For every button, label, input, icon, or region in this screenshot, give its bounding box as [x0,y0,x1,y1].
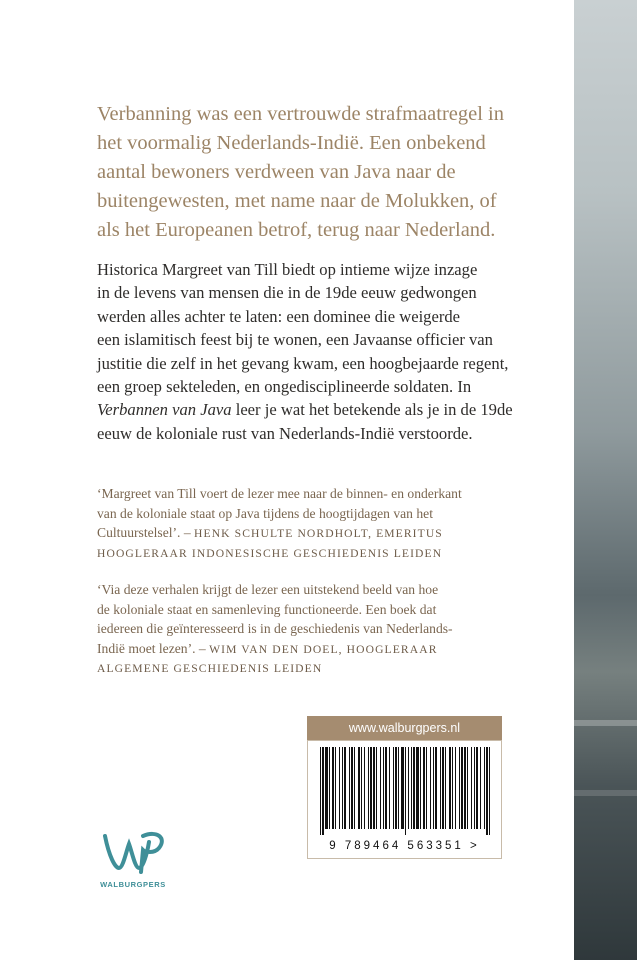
barcode-bar [320,747,321,835]
quote-attribution: HENK SCHULTE NORDHOLT, EMERITUS [194,527,443,541]
barcode-bar [411,747,412,829]
barcode-bar [364,747,365,829]
barcode-bar [433,747,434,829]
body-line: eeuw de koloniale rust van Nederlands-Indië verstoorde. [97,423,473,443]
intro-line: Verbanning was een vertrouwde strafmaatregel in [97,103,504,125]
barcode-bar [329,747,330,829]
intro-line: het voormalig Nederlands-Indië. Een onbekend [97,132,486,154]
wave-streak [574,790,637,796]
barcode-bar [325,747,328,829]
body-line: een islamitisch feest bij te wonen, een Javaanse officier van [97,330,493,350]
isbn-barcode [307,740,502,859]
barcode-bar [393,747,394,829]
barcode-bar [484,747,485,829]
barcode-bar [420,747,421,829]
barcode-bar [380,747,381,829]
barcode-bar [332,747,334,829]
walburgpers-logo-icon [99,826,169,876]
barcode-bar [322,747,324,835]
barcode-bar [342,747,343,829]
barcode-bar [476,747,478,829]
barcode-bar [405,747,406,835]
barcode-bar [440,747,441,829]
quote-line [97,639,557,660]
barcode-bar [370,747,372,829]
quote-line: van de koloniale staat op Java tijdens de hoogtijdagen van het [97,505,433,521]
publisher-logo-text: WALBURGPERS [100,880,166,889]
quote-line: ‘Margreet van Till voert de lezer mee naar de binnen- en onderkant [97,486,462,501]
body-line: een groep sekteleden, en ongedisciplineerde soldaten. In [97,377,472,397]
quote-line [97,523,557,544]
barcode-bar [373,747,375,829]
barcode-bar [464,747,466,829]
quote-line: de koloniale staat en samenleving functioneerde. Een boek dat [97,601,437,617]
barcode-bar [423,747,425,829]
barcode-bar [368,747,369,829]
quote-line: iedereen die geïnteresseerd is in de geschiedenis van Nederlands- [97,621,453,637]
body-line-rest: leer je wat het betekende als je in de 19de [231,400,513,420]
barcode-bar [408,747,409,829]
barcode-bar [442,747,444,829]
barcode-bar [339,747,340,829]
cover-photo-edge [574,0,637,960]
barcode-bar [349,747,350,829]
barcode-bar [435,747,437,829]
barcode-bar [413,747,415,829]
barcode-bar [354,747,355,829]
barcode-bar [395,747,397,829]
review-quote-2 [97,580,557,679]
barcode-bar [376,747,377,829]
quote-attribution: HOOGLERAAR INDONESISCHE GESCHIEDENIS LEIDEN [97,546,443,560]
barcode-bar [351,747,353,829]
barcode-bar [361,747,362,829]
barcode-bar [461,747,463,829]
barcode-bar [455,747,456,829]
barcode-bar [474,747,475,829]
barcode-bar [385,747,387,829]
barcode-bar [459,747,460,829]
barcode-bar [489,747,490,835]
intro-line: buitengewesten, met name naar de Molukken, of [97,190,497,212]
barcode-bar [335,747,336,829]
barcode-bar [452,747,453,829]
quote-text: Indië moet lezen’. – [97,640,210,656]
isbn-number: 9 789464 563351 > [329,840,480,852]
barcode-bar [389,747,390,829]
body-line [97,398,557,421]
barcode-bar [401,747,404,829]
barcode-bar [445,747,446,829]
barcode-bar [449,747,451,829]
barcode-bars [318,747,493,835]
barcode-bar [480,747,481,829]
intro-text [97,100,557,245]
body-line: in de levens van mensen die in de 19de eeuw gedwongen [97,283,477,303]
barcode-bar [416,747,419,829]
body-line: justitie die zelf in het gevang kwam, een hoogbejaarde regent, [97,353,509,373]
quote-attribution: WIM VAN DEN DOEL, HOOGLERAAR [209,642,438,656]
barcode-bar [486,747,488,835]
book-title: Verbannen van Java [97,400,232,420]
intro-line: als het Europeanen betrof, terug naar Nederland. [97,219,496,241]
quote-attribution: ALGEMENE GESCHIEDENIS LEIDEN [97,662,323,676]
quote-line: ‘Via deze verhalen krijgt de lezer een uitstekend beeld van hoe [97,582,439,597]
body-line: werden alles achter te laten: een dominee die weigerde [97,306,461,326]
barcode-bar [467,747,468,829]
description-text [97,258,557,445]
barcode-bar [383,747,384,829]
quote-text: Cultuurstelsel’. – [97,525,195,541]
barcode-bar [398,747,399,829]
intro-line: aantal bewoners verdween van Java naar de [97,161,456,183]
wave-streak [574,720,637,726]
review-quote-1 [97,484,557,563]
barcode-bar [426,747,427,829]
barcode-bar [358,747,360,829]
body-line: Historica Margreet van Till biedt op intieme wijze inzage [97,260,478,279]
barcode-bar [471,747,472,829]
publisher-url: www.walburgpers.nl [307,716,502,740]
barcode-bar [344,747,346,829]
barcode-bar [430,747,431,829]
